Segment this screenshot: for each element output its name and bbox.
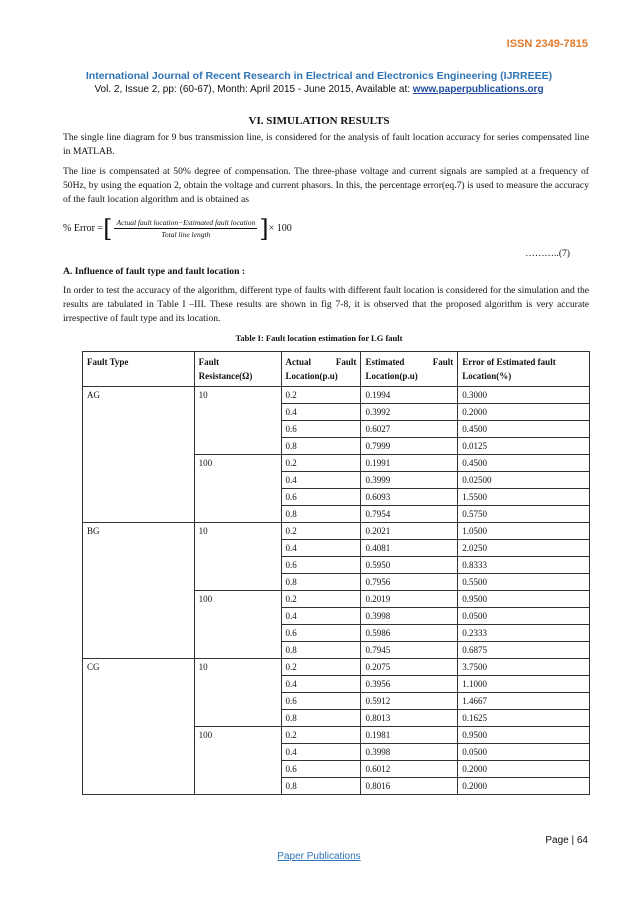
cell-estimated-location: 0.1991	[361, 455, 458, 472]
formula-fraction	[114, 218, 257, 239]
cell-actual-location: 0.8	[281, 642, 361, 659]
cell-error: 0.5750	[458, 506, 590, 523]
cell-estimated-location: 0.2019	[361, 591, 458, 608]
cell-actual-location: 0.4	[281, 744, 361, 761]
cell-error: 0.0500	[458, 608, 590, 625]
table-row	[83, 523, 590, 540]
table-header-row	[83, 352, 590, 387]
header-estimated-word2: Fault	[432, 357, 454, 367]
cell-estimated-location: 0.7999	[361, 438, 458, 455]
cell-error: 3.7500	[458, 659, 590, 676]
cell-actual-location: 0.2	[281, 455, 361, 472]
cell-actual-location: 0.2	[281, 387, 361, 404]
cell-error: 0.9500	[458, 591, 590, 608]
cell-actual-location: 0.4	[281, 540, 361, 557]
cell-actual-location: 0.8	[281, 438, 361, 455]
header-actual-word1: Actual	[285, 357, 312, 367]
subsection-title: A. Influence of fault type and fault location :	[63, 266, 246, 277]
header-actual-location	[281, 352, 361, 387]
formula-lhs: % Error =	[63, 223, 104, 234]
cell-actual-location: 0.2	[281, 659, 361, 676]
cell-fault-resistance: 100	[194, 455, 281, 523]
cell-estimated-location: 0.3992	[361, 404, 458, 421]
header-actual-line2: Location(p.u)	[285, 371, 338, 381]
cell-estimated-location: 0.6093	[361, 489, 458, 506]
cell-estimated-location: 0.2075	[361, 659, 458, 676]
header-fault-resistance	[194, 352, 281, 387]
cell-estimated-location: 0.3998	[361, 608, 458, 625]
header-fault-type: Fault Type	[83, 352, 195, 387]
cell-error: 0.2000	[458, 761, 590, 778]
cell-actual-location: 0.8	[281, 506, 361, 523]
cell-fault-resistance: 10	[194, 659, 281, 727]
page-number: Page | 64	[545, 835, 588, 846]
cell-estimated-location: 0.6012	[361, 761, 458, 778]
issn-label: ISSN 2349-7815	[506, 38, 588, 50]
cell-estimated-location: 0.7954	[361, 506, 458, 523]
cell-actual-location: 0.2	[281, 523, 361, 540]
journal-url-link[interactable]: www.paperpublications.org	[412, 84, 544, 95]
cell-error: 0.2000	[458, 404, 590, 421]
cell-error: 0.0500	[458, 744, 590, 761]
cell-estimated-location: 0.7945	[361, 642, 458, 659]
cell-error: 0.4500	[458, 455, 590, 472]
cell-estimated-location: 0.8013	[361, 710, 458, 727]
table-row	[83, 387, 590, 404]
cell-estimated-location: 0.5950	[361, 557, 458, 574]
equation-number: ………..(7)	[525, 248, 570, 259]
header-error-line1: Error of Estimated fault	[462, 357, 556, 367]
cell-actual-location: 0.8	[281, 574, 361, 591]
cell-error: 0.02500	[458, 472, 590, 489]
cell-estimated-location: 0.6027	[361, 421, 458, 438]
cell-error: 0.2000	[458, 778, 590, 795]
cell-estimated-location: 0.1994	[361, 387, 458, 404]
formula-numerator: Actual fault location−Estimated fault location	[116, 218, 256, 227]
cell-estimated-location: 0.1981	[361, 727, 458, 744]
right-bracket: ]	[259, 214, 269, 243]
cell-estimated-location: 0.2021	[361, 523, 458, 540]
header-estimated-line1	[365, 355, 453, 369]
header-resistance-line2: Resistance(Ω)	[198, 371, 253, 381]
cell-error: 0.9500	[458, 727, 590, 744]
header-estimated-word1: Estimated	[365, 357, 405, 367]
cell-fault-resistance: 10	[194, 523, 281, 591]
paragraph-3: In order to test the accuracy of the algorithm, different type of faults with different fault location is considered for the simulation and the results are tabulated in Table I –III. These results are shown in fig 7-8, it is observed that the proposed algorithm is very accurate irrespective of fault type and its location.	[63, 285, 589, 324]
cell-fault-type: CG	[83, 659, 195, 795]
cell-error: 0.0125	[458, 438, 590, 455]
cell-error: 0.1625	[458, 710, 590, 727]
cell-estimated-location: 0.7956	[361, 574, 458, 591]
cell-estimated-location: 0.3999	[361, 472, 458, 489]
header-error	[458, 352, 590, 387]
header-actual-line1	[286, 355, 357, 369]
cell-error: 0.8333	[458, 557, 590, 574]
cell-fault-resistance: 100	[194, 591, 281, 659]
cell-estimated-location: 0.5912	[361, 693, 458, 710]
header-estimated-line2: Location(p.u)	[365, 371, 418, 381]
cell-error: 0.5500	[458, 574, 590, 591]
paragraph-2: The line is compensated at 50% degree of compensation. The three-phase voltage and current signals are sampled at a frequency of 50Hz, by using the equation 2, obtain the voltage and current phasors. In this, the percentage error(eq.7) is used to measure the accuracy of the fault location algorithm and is obtained as	[63, 166, 589, 205]
fault-location-table	[82, 351, 590, 795]
section-title: VI. SIMULATION RESULTS	[248, 115, 390, 127]
header-error-line2: Location(%)	[462, 371, 512, 381]
cell-error: 0.4500	[458, 421, 590, 438]
header-resistance-line1: Fault	[198, 357, 220, 367]
cell-fault-resistance: 10	[194, 387, 281, 455]
cell-error: 1.4667	[458, 693, 590, 710]
cell-estimated-location: 0.5986	[361, 625, 458, 642]
header-actual-word2: Fault	[335, 357, 357, 367]
cell-error: 1.1000	[458, 676, 590, 693]
cell-actual-location: 0.4	[281, 472, 361, 489]
publisher-link[interactable]: Paper Publications	[277, 851, 361, 862]
left-bracket: [	[103, 214, 113, 243]
cell-actual-location: 0.8	[281, 710, 361, 727]
cell-fault-resistance: 100	[194, 727, 281, 795]
cell-error: 0.6875	[458, 642, 590, 659]
paragraph-1: The single line diagram for 9 bus transmission line, is considered for the analysis of fault location accuracy for series compensated line in MATLAB.	[63, 132, 589, 157]
cell-fault-type: BG	[83, 523, 195, 659]
formula-rhs: × 100	[268, 223, 292, 234]
volume-info	[0, 84, 638, 95]
cell-error: 0.2333	[458, 625, 590, 642]
journal-title: International Journal of Recent Research in Electrical and Electronics Engineering (IJRREEE)	[85, 70, 553, 82]
cell-actual-location: 0.6	[281, 693, 361, 710]
cell-error: 2.0250	[458, 540, 590, 557]
cell-actual-location: 0.6	[281, 489, 361, 506]
volume-text: Vol. 2, Issue 2, pp: (60-67), Month: April 2015 - June 2015, Available at:	[94, 84, 413, 95]
cell-actual-location: 0.6	[281, 557, 361, 574]
cell-estimated-location: 0.3998	[361, 744, 458, 761]
cell-estimated-location: 0.3956	[361, 676, 458, 693]
header-estimated-location	[361, 352, 458, 387]
error-formula	[63, 214, 292, 243]
table-caption: Table I: Fault location estimation for LG fault	[235, 333, 403, 343]
cell-error: 0.3000	[458, 387, 590, 404]
cell-estimated-location: 0.4081	[361, 540, 458, 557]
cell-actual-location: 0.6	[281, 761, 361, 778]
cell-fault-type: AG	[83, 387, 195, 523]
cell-estimated-location: 0.8016	[361, 778, 458, 795]
cell-actual-location: 0.6	[281, 625, 361, 642]
cell-actual-location: 0.2	[281, 591, 361, 608]
cell-actual-location: 0.4	[281, 676, 361, 693]
cell-actual-location: 0.4	[281, 608, 361, 625]
cell-actual-location: 0.6	[281, 421, 361, 438]
cell-actual-location: 0.8	[281, 778, 361, 795]
table-row	[83, 659, 590, 676]
cell-actual-location: 0.2	[281, 727, 361, 744]
cell-actual-location: 0.4	[281, 404, 361, 421]
cell-error: 1.0500	[458, 523, 590, 540]
formula-denominator: Total line length	[161, 230, 211, 239]
cell-error: 1.5500	[458, 489, 590, 506]
